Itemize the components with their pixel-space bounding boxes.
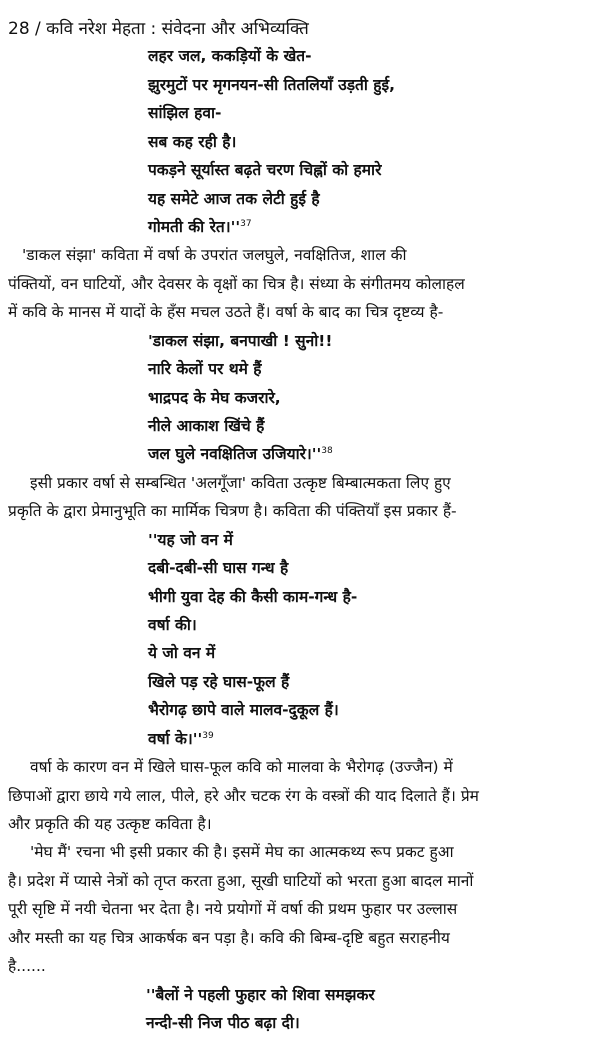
para4-line-2: है। प्रदेश में प्यासे नेत्रों को तृप्त करता हुआ, सूखी घाटियों को भरता हुआ बादल मानों [8,872,474,890]
page-header: 28 / कवि नरेश मेहता : संवेदना और अभिव्यक्ति [8,19,309,39]
poem4-line-2: नन्दी-सी निज पीठ बढ़ा दी। [146,1014,300,1032]
poem2-line-5-text: जल घुले नवक्षितिज उजियारे।'' [148,445,322,463]
poem2-line-5 [148,442,333,464]
poem1-line-6: यह समेटे आज तक लेटी हुई है [148,190,320,208]
poem1-line-5: पकड़ने सूर्यास्त बढ़ते चरण चिह्नों को हमारे [148,161,382,179]
poem3-line-8 [148,727,214,749]
para4-line-5: है...... [8,957,46,975]
poem2-line-2: नारि केलों पर थमे हैं [148,360,262,378]
para2-line-1: इसी प्रकार वर्षा से सम्बन्धित 'अलगूँजा' कविता उत्कृष्ट बिम्बात्मकता लिए हुए [30,474,451,492]
para3-line-3: और प्रकृति की यह उत्कृष्ट कविता है। [8,815,212,833]
poem1-line-1: लहर जल, ककड़ियों के खेत- [148,47,312,65]
poem3-line-4: वर्षा की। [148,616,197,634]
footnote-ref-39: 39 [202,730,214,741]
poem3-line-8-text: वर्षा के।'' [148,730,203,748]
poem1-line-4: सब कह रही है। [148,133,237,151]
poem3-line-5: ये जो वन में [148,644,216,662]
poem1-line-2: झुरमुटों पर मृगनयन-सी तितलियाँ उड़ती हुई, [148,76,395,94]
para4-line-4: और मस्ती का यह चित्र आकर्षक बन पड़ा है। कवि की बिम्ब-दृष्टि बहुत सराहनीय [8,929,450,947]
footnote-ref-38: 38 [321,445,333,456]
poem1-line-3: सांझिल हवा- [148,104,222,122]
poem3-line-2: दबी-दबी-सी घास गन्ध है [148,559,289,577]
poem3-line-7: भैरोगढ़ छापे वाले मालव-दुकूल हैं। [148,701,339,719]
poem3-line-3: भीगी युवा देह की कैसी काम-गन्ध है- [148,588,358,606]
para2-line-2: प्रकृति के द्वारा प्रेमानुभूति का मार्मिक चित्रण है। कविता की पंक्तियाँ इस प्रकार हैं- [8,502,457,520]
footnote-ref-37: 37 [240,218,252,229]
para3-line-1: वर्षा के कारण वन में खिले घास-फूल कवि को मालवा के भैरोगढ़ (उज्जैन) में [30,758,453,776]
para1-line-3: में कवि के मानस में यादों के हँस मचल उठते हैं। वर्षा के बाद का चित्र दृष्टव्य है- [8,303,444,321]
poem3-line-6: खिले पड़ रहे घास-फूल हैं [148,673,290,691]
poem2-line-4: नीले आकाश खिंचे हैं [148,417,265,435]
poem2-line-3: भाद्रपद के मेघ कजरारे, [148,389,281,407]
poem1-line-7 [148,215,252,237]
poem3-line-1: ''यह जो वन में [148,531,233,549]
para4-line-1: 'मेघ मैं' रचना भी इसी प्रकार की है। इसमें मेघ का आत्मकथ्य रूप प्रकट हुआ [30,843,454,861]
poem4-line-1: ''बैलों ने पहली फुहार को शिवा समझकर [146,986,375,1004]
poem2-line-1: 'डाकल संझा, बनपाखी ! सुनो!! [148,332,333,350]
para4-line-3: पूरी सृष्टि में नयी चेतना भर देता है। नये प्रयोगों में वर्षा की प्रथम फुहार पर उल्लास [8,900,458,918]
para3-line-2: छिपाओं द्वारा छाये गये लाल, पीले, हरे और चटक रंग के वस्त्रों की याद दिलाते हैं। प्रेम [8,787,479,805]
para1-line-1: 'डाकल संझा' कविता में वर्षा के उपरांत जलघुले, नवक्षितिज, शाल की [22,246,407,264]
para1-line-2: पंक्तियों, वन घाटियों, और देवसर के वृक्षों का चित्र है। संध्या के संगीतमय कोलाहल [8,275,465,293]
poem1-line-7-text: गोमती की रेत।'' [148,218,241,236]
